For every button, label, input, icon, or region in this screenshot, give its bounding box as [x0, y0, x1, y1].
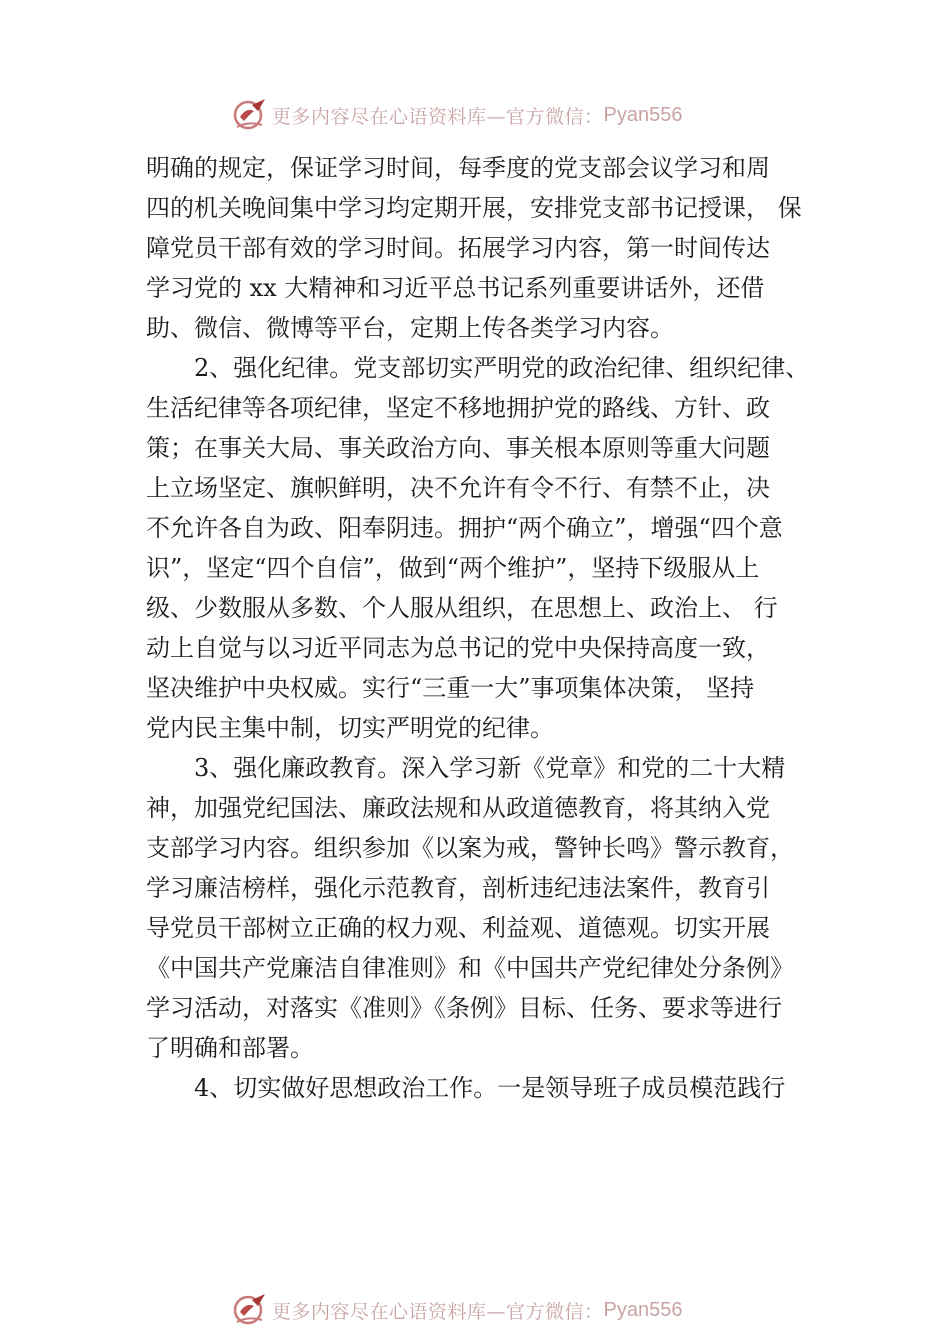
text-line: 《中国共产党廉洁自律准则》和《中国共产党纪律处分条例》 [146, 954, 794, 982]
watermark-text: 更多内容尽在心语资料库—官方微信： [272, 1300, 604, 1323]
text-line: 动上自觉与以习近平同志为总书记的党中央保持高度一致， [146, 634, 770, 662]
text-line: 级、少数服从多数、个人服从组织，在思想上、政治上、 行 [146, 594, 778, 622]
text-line: 学习活动，对落实《准则》《条例》目标、任务、要求等进行 [146, 994, 782, 1022]
text-line: 坚决维护中央权威。实行“三重一大”事项集体决策， 坚持 [146, 674, 755, 702]
text-line: 策；在事关大局、事关政治方向、事关根本原则等重大问题 [146, 434, 770, 462]
pen-logo-icon [232, 1292, 268, 1328]
watermark-footer [232, 1290, 752, 1330]
text-line: 助、微信、微博等平台，定期上传各类学习内容。 [146, 314, 674, 342]
text-line: 学习党的 xx 大精神和习近平总书记系列重要讲话外，还借 [146, 274, 765, 302]
watermark-wechat-id: Pyan556 [603, 103, 683, 126]
text-line: 2、强化纪律。党支部切实严明党的政治纪律、组织纪律、 [194, 354, 810, 382]
text-line: 生活纪律等各项纪律，坚定不移地拥护党的路线、方针、政 [146, 394, 770, 422]
text-line: 神，加强党纪国法、廉政法规和从政道德教育，将其纳入党 [146, 794, 770, 822]
text-line: 3、强化廉政教育。深入学习新《党章》和党的二十大精 [194, 754, 786, 782]
watermark-header [232, 95, 752, 135]
watermark-text: 更多内容尽在心语资料库—官方微信： [272, 105, 604, 128]
watermark-wechat-id: Pyan556 [603, 1298, 683, 1321]
text-line: 了明确和部署。 [146, 1034, 314, 1062]
text-line: 四的机关晚间集中学习均定期开展，安排党支部书记授课， 保 [146, 194, 802, 222]
text-line: 障党员干部有效的学习时间。拓展学习内容，第一时间传达 [146, 234, 770, 262]
text-line: 不允许各自为政、阳奉阴违。拥护“两个确立”，增强“四个意 [146, 514, 783, 542]
text-line: 明确的规定，保证学习时间，每季度的党支部会议学习和周 [146, 154, 770, 182]
pen-logo-icon [232, 97, 268, 133]
text-line: 上立场坚定、旗帜鲜明，决不允许有令不行、有禁不止，决 [146, 474, 770, 502]
text-line: 学习廉洁榜样，强化示范教育，剖析违纪违法案件，教育引 [146, 874, 770, 902]
text-line: 4、切实做好思想政治工作。一是领导班子成员模范践行 [194, 1074, 786, 1102]
text-line: 支部学习内容。组织参加《以案为戒，警钟长鸣》警示教育， [146, 834, 794, 862]
text-line: 党内民主集中制，切实严明党的纪律。 [146, 714, 554, 742]
document-body [146, 148, 826, 1108]
text-line: 识”，坚定“四个自信”，做到“两个维护”，坚持下级服从上 [146, 554, 760, 582]
text-line: 导党员干部树立正确的权力观、利益观、道德观。切实开展 [146, 914, 770, 942]
